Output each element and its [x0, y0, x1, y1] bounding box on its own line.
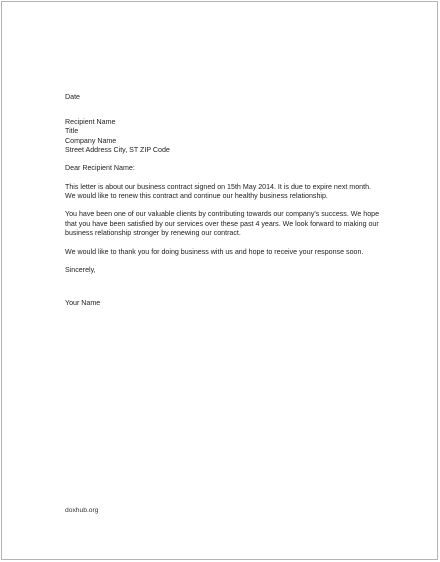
paragraph-clients: You have been one of our valuable clients by contributing towards our company's success. We hope that you have been satisfied by our services over these past 4 years. We look forward to making our business relationship stronger by renewing our contract. [65, 210, 380, 238]
letter-page [1, 1, 438, 560]
recipient-name: Recipient Name [65, 117, 116, 126]
paragraph-thanks: We would like to thank you for doing business with us and hope to receive your response soon. [65, 247, 364, 256]
watermark-text: doxhub.org [65, 507, 99, 514]
recipient-title: Title [65, 127, 79, 136]
paragraph-contract: This letter is about our business contract signed on 15th May 2014. It is due to expire next month. We would like to renew this contract and continue our healthy business relationship. [65, 182, 371, 201]
recipient-company: Company Name [65, 136, 117, 145]
recipient-block [65, 118, 383, 156]
recipient-address: Street Address City, ST ZIP Code [65, 146, 170, 155]
signature-name: Your Name [65, 299, 101, 308]
letter-date: Date [65, 93, 80, 101]
salutation: Dear Recipient Name: [65, 164, 135, 173]
letter-body [65, 93, 383, 309]
closing: Sincerely, [65, 265, 96, 274]
